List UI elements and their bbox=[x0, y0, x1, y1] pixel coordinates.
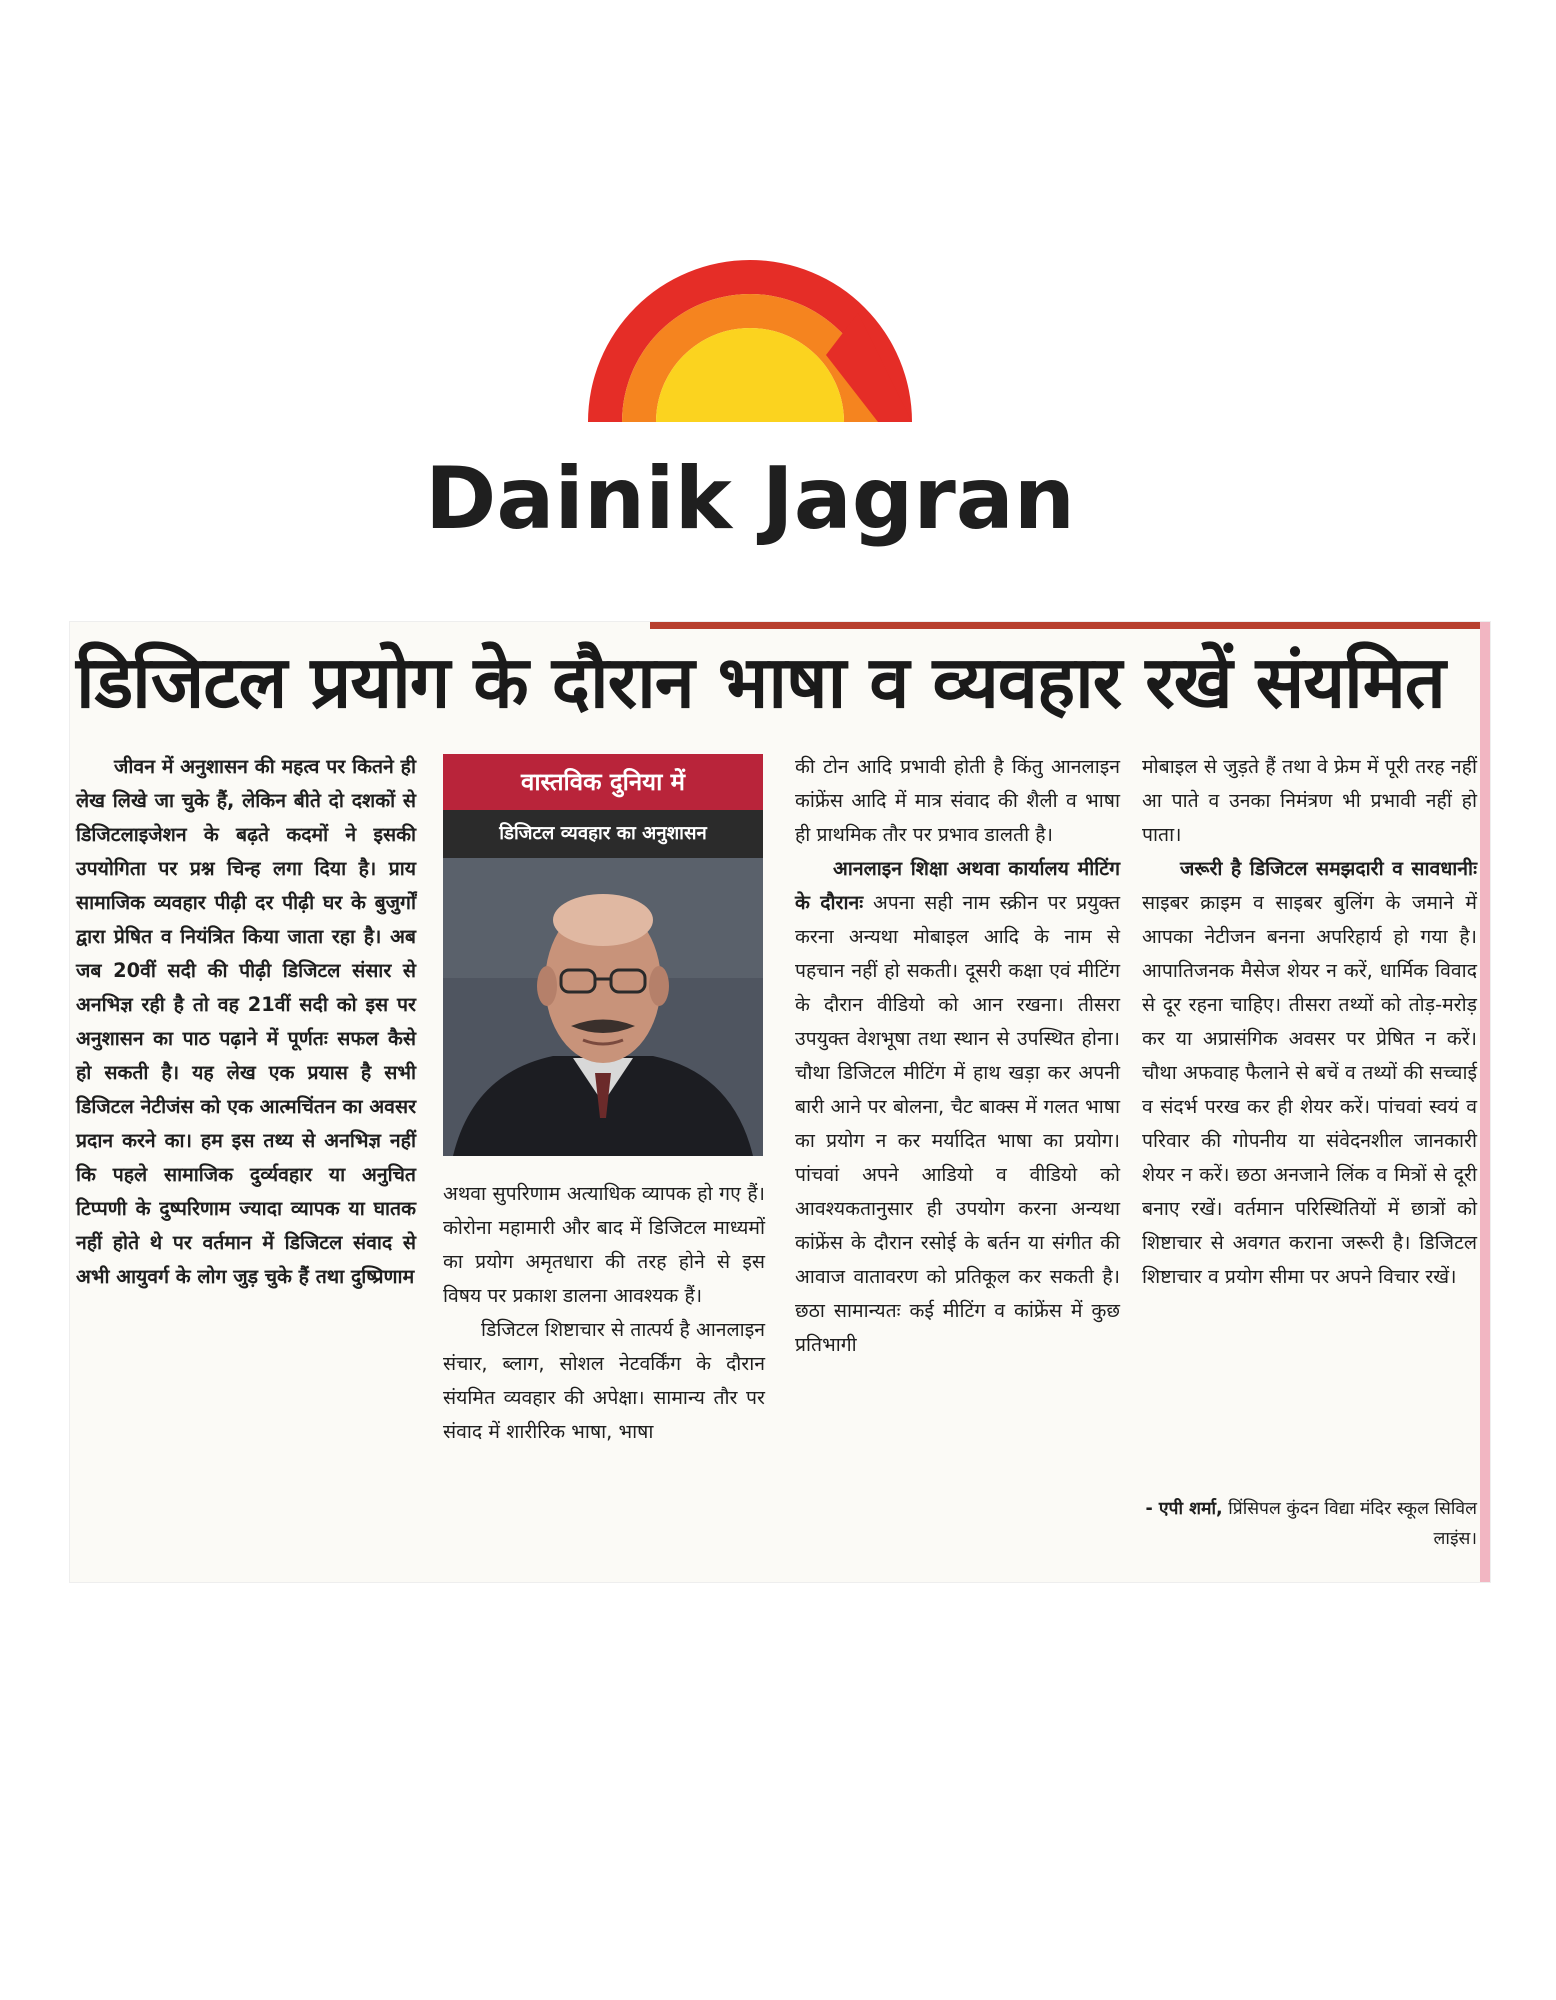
column-3-paragraph-2-body: अपना सही नाम स्क्रीन पर प्रयुक्त करना अन्यथा मोबाइल आदि के नाम से पहचान नहीं हो सकती। दूसरी कक्षा एवं मीटिंग के दौरान वीडियो को आन रखना। तीसरा उपयुक्त वेशभूषा तथा स्थान से उपस्थित होना। चौथा डिजिटल मीटिंग में हाथ खड़ा कर अपनी बारी आने पर बोलना, चैट बाक्स में गलत भाषा का प्रयोग न कर मर्यादित भाषा का प्रयोग। पांचवां अपने आडियो व वीडियो को आवश्यकतानुसार ही उपयोग करना अन्यथा कांफ्रेंस के दौरान रसोई के बर्तन या संगीत की आवाज वातावरण को प्रतिकूल कर सकती है। छठा सामान्यतः कई मीटिंग व कांफ्रेंस में कुछ प्रतिभागी bbox=[795, 891, 1120, 1356]
article-headline: डिजिटल प्रयोग के दौरान भाषा व व्यवहार रखें संयमित bbox=[76, 640, 1445, 724]
article-column-1 bbox=[76, 750, 416, 1294]
article-column-2 bbox=[443, 1177, 765, 1449]
article-column-3 bbox=[795, 750, 1120, 1362]
column-2-paragraph-1: अथवा सुपरिणाम अत्याधिक व्यापक हो गए हैं। कोरोना महामारी और बाद में डिजिटल माध्यमों का प्रयोग अमृतधारा की तरह होने से इस विषय पर प्रकाश डालना आवश्यक हैं। bbox=[443, 1182, 765, 1307]
column-4-paragraph-2-body: साइबर क्राइम व साइबर बुलिंग के जमाने में आपका नेटीजन बनना अपरिहार्य हो गया है। आपातिजनक मैसेज शेयर न करें, धार्मिक विवाद से दूर रहना चाहिए। तीसरा तथ्यों को तोड़-मरोड़ कर या अप्रासंगिक अवसर पर प्रेषित न करें। चौथा अफवाह फैलाने से बचें व तथ्यों की सच्चाई व संदर्भ परख कर ही शेयर करें। पांचवां स्वयं व परिवार की गोपनीय या संवेदनशील जानकारी शेयर न करें। छठा अनजाने लिंक व मित्रों से दूरी बनाए रखें। वर्तमान परिस्थितियों में छात्रों को शिष्टाचार से अवगत कराना जरूरी है। डिजिटल शिष्टाचार व प्रयोग सीमा पर अपने विचार रखें। bbox=[1142, 891, 1477, 1288]
clipping-right-edge bbox=[1480, 622, 1490, 1582]
newspaper-clipping bbox=[70, 622, 1490, 1582]
column-4-paragraph-2 bbox=[1142, 852, 1477, 1294]
byline-affiliation: प्रिंसिपल कुंदन विद्या मंदिर स्कूल सिविल लाइंस। bbox=[1222, 1499, 1477, 1549]
brand-name: Dainik Jagran bbox=[425, 449, 1075, 549]
author-photo bbox=[443, 858, 763, 1156]
sidebar-box bbox=[443, 754, 763, 1156]
column-2-paragraph-2: डिजिटल शिष्टाचार से तात्पर्य है आनलाइन संचार, ब्लाग, सोशल नेटवर्किंग के दौरान संयमित व्यवहार की अपेक्षा। सामान्य तौर पर संवाद में शारीरिक भाषा, भाषा bbox=[443, 1318, 765, 1443]
masthead-logo bbox=[0, 0, 1556, 560]
article-byline bbox=[1142, 1494, 1477, 1554]
sun-emblem-icon bbox=[588, 260, 912, 422]
column-4-paragraph-1: मोबाइल से जुड़ते हैं तथा वे फ्रेम में पूरी तरह नहीं आ पाते व उनका निमंत्रण भी प्रभावी नहीं हो पाता। bbox=[1142, 755, 1477, 846]
column-3-paragraph-2 bbox=[795, 852, 1120, 1362]
sidebar-subtitle: डिजिटल व्यवहार का अनुशासन bbox=[443, 810, 763, 858]
article-column-4 bbox=[1142, 750, 1477, 1294]
column-1-paragraph: जीवन में अनुशासन की महत्व पर कितने ही लेख लिखे जा चुके हैं, लेकिन बीते दो दशकों से डिजिटलाइजेशन के बढ़ते कदमों ने इसकी उपयोगिता पर प्रश्न चिन्ह लगा दिया है। प्राय सामाजिक व्यवहार पीढ़ी दर पीढ़ी घर के बुजुर्गों द्वारा प्रेषित व नियंत्रित किया जाता रहा है। अब जब 20वीं सदी की पीढ़ी डिजिटल संसार से अनभिज्ञ रही है तो वह 21वीं सदी को इस पर अनुशासन का पाठ पढ़ाने में पूर्णतः सफल कैसे हो सकती है। यह लेख एक प्रयास है सभी डिजिटल नेटीजंस को एक आत्मचिंतन का अवसर प्रदान करने का। हम इस तथ्य से अनभिज्ञ नहीं कि पहले सामाजिक दुर्व्यवहार या अनुचित टिप्पणी के दुष्परिणाम ज्यादा व्यापक या घातक नहीं होते थे पर वर्तमान में डिजिटल संवाद से अभी आयुवर्ग के लोग जुड़ चुके हैं तथा दुष्प्रिणाम bbox=[76, 755, 416, 1288]
column-3-paragraph-1: की टोन आदि प्रभावी होती है किंतु आनलाइन कांफ्रेंस आदि में मात्र संवाद की शैली व भाषा ही प्राथमिक तौर पर प्रभाव डालती है। bbox=[795, 755, 1120, 846]
clipping-top-edge bbox=[650, 622, 1490, 629]
sidebar-banner: वास्तविक दुनिया में bbox=[443, 754, 763, 810]
byline-author: - एपी शर्मा, bbox=[1145, 1499, 1223, 1519]
column-4-subheading: जरूरी है डिजिटल समझदारी व सावधानीः bbox=[1180, 857, 1477, 880]
column-3-subheading: आनलाइन शिक्षा अथवा कार्यालय मीटिंग के दौरानः bbox=[795, 857, 1120, 914]
